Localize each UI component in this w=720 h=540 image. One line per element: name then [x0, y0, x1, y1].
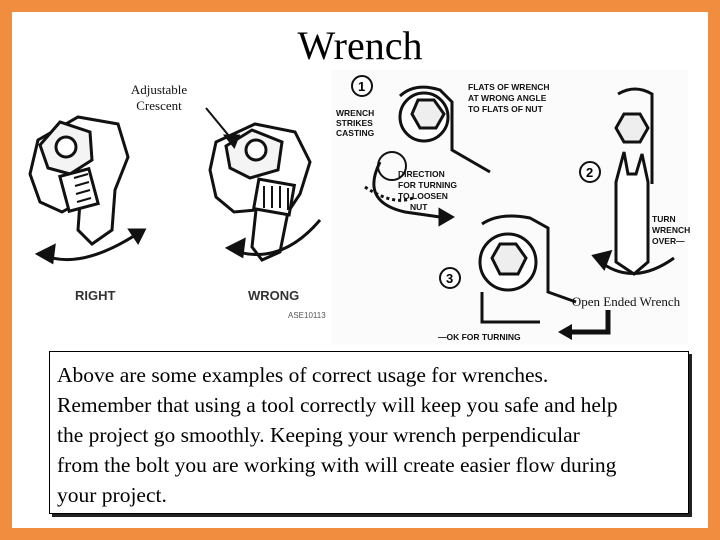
- note-direction-line: FOR TURNING: [398, 180, 458, 190]
- note-strikes: [336, 108, 377, 138]
- step1-number: 1: [358, 79, 366, 94]
- figure-code: ASE10113: [288, 311, 326, 320]
- caption-line: your project.: [57, 483, 167, 507]
- note-strikes-line: STRIKES: [336, 118, 373, 128]
- step3-number: 3: [446, 271, 454, 286]
- note-direction-line: NUT: [410, 202, 428, 212]
- wrong-label: WRONG: [248, 288, 300, 303]
- note-direction-line: TO LOOSEN: [398, 191, 448, 201]
- note-flats-line: TO FLATS OF NUT: [468, 104, 543, 114]
- note-ok: —OK FOR TURNING: [438, 332, 521, 342]
- caption-line: from the bolt you are working with will create easier flow during: [57, 453, 617, 477]
- adjustable-wrench-wrong: [206, 108, 320, 260]
- adjustable-label-line1: Adjustable: [130, 82, 188, 97]
- note-flats-line: AT WRONG ANGLE: [468, 93, 547, 103]
- note-flats: [468, 82, 552, 114]
- caption-line: the project go smoothly. Keeping your wrench perpendicular: [57, 423, 580, 447]
- right-label: RIGHT: [75, 288, 116, 303]
- caption-line: Remember that using a tool correctly will keep you safe and help: [57, 393, 618, 417]
- caption-line: Above are some examples of correct usage for wrenches.: [57, 363, 549, 387]
- adjustable-wrench-right: [30, 117, 144, 262]
- note-strikes-line: CASTING: [336, 128, 375, 138]
- note-flats-line: FLATS OF WRENCH: [468, 82, 550, 92]
- adjustable-label-line2: Crescent: [136, 98, 182, 113]
- note-turn-line: TURN: [652, 214, 676, 224]
- note-turn-line: OVER—: [652, 236, 685, 246]
- step2-number: 2: [586, 165, 594, 180]
- note-turn-line: WRENCH: [652, 225, 691, 235]
- slide-title: Wrench: [297, 23, 423, 68]
- note-direction-line: DIRECTION: [398, 169, 445, 179]
- note-strikes-line: WRENCH: [336, 108, 375, 118]
- caption-box: [49, 351, 689, 514]
- open-ended-label: Open Ended Wrench: [571, 294, 681, 309]
